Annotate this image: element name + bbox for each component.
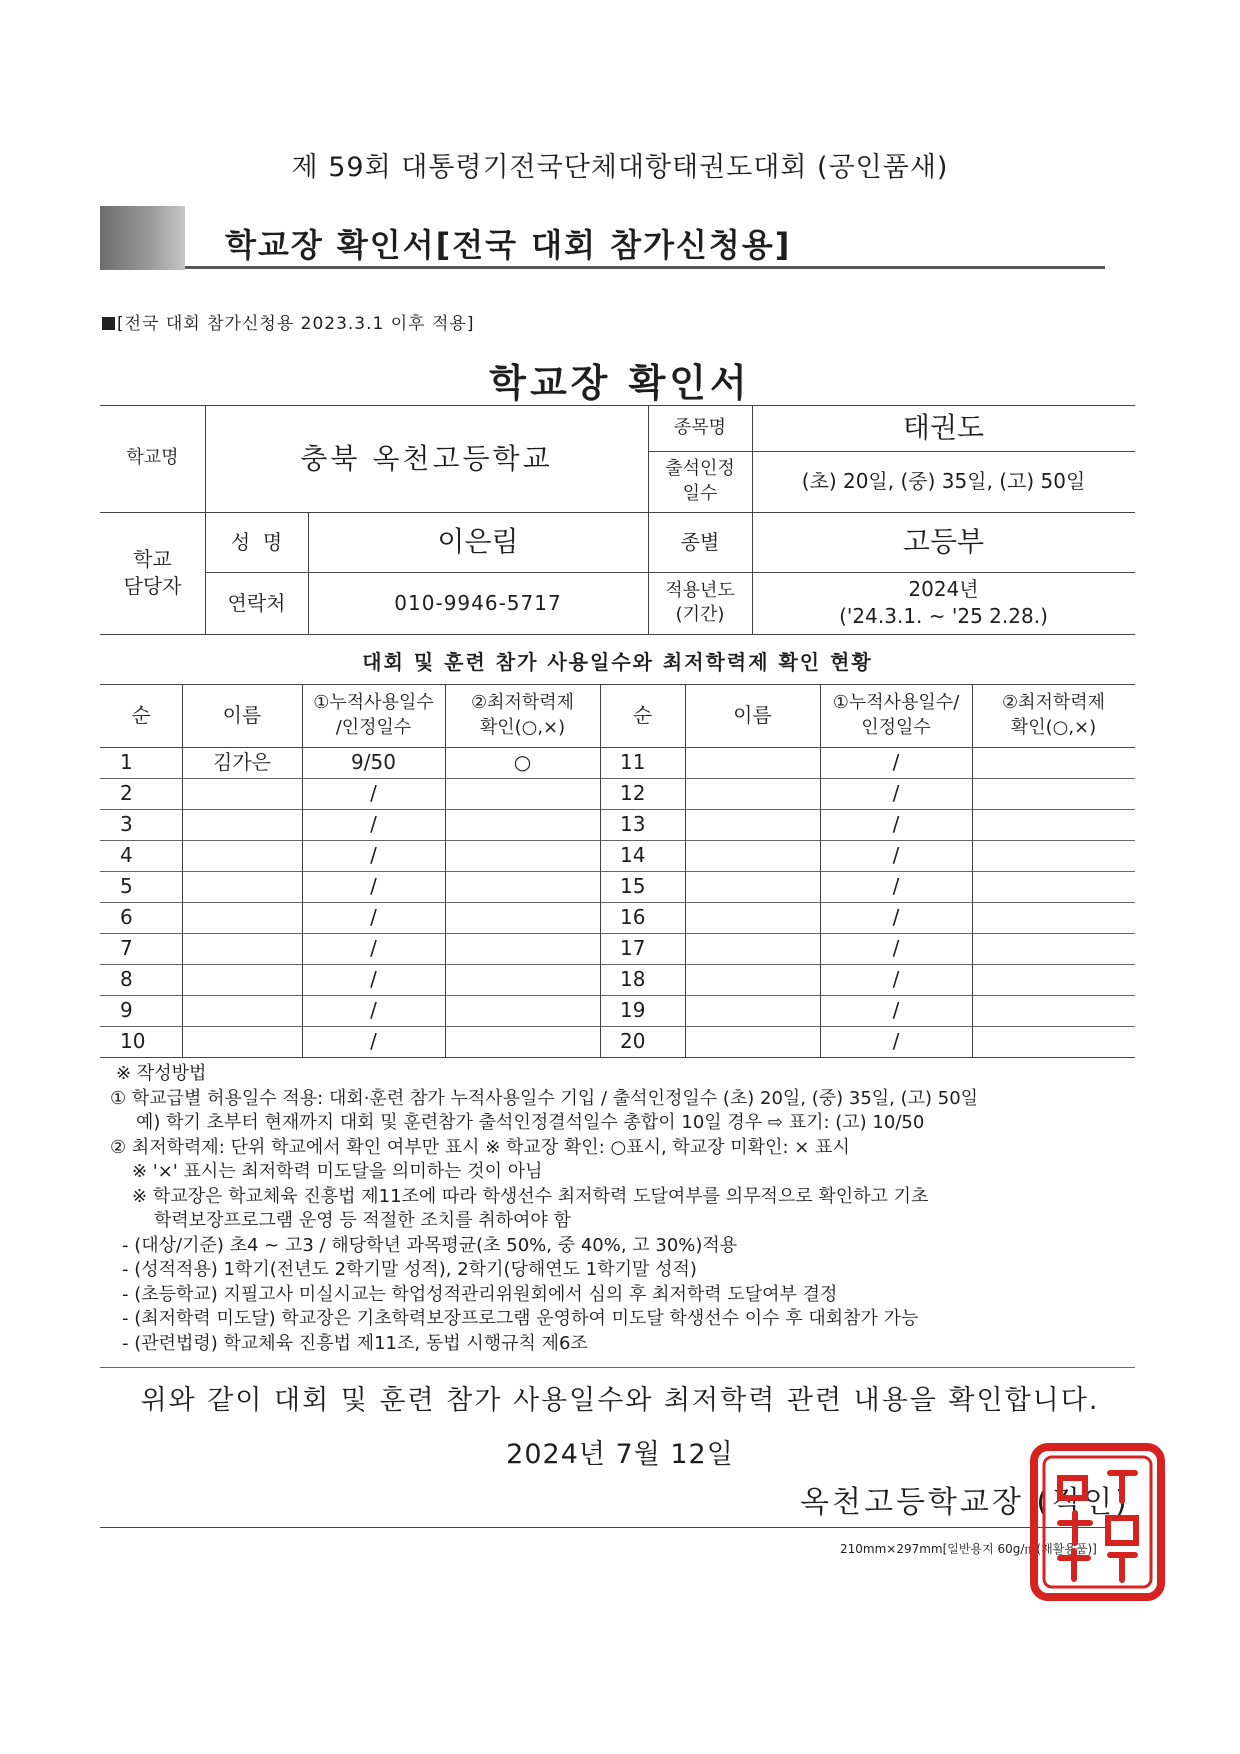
header-no: 순 xyxy=(131,703,151,727)
table-cell-check2 xyxy=(972,1026,1135,1057)
note-line: - (성적적용) 1학기(전년도 2학기말 성적), 2학기(당해연도 1학기말 성적) xyxy=(122,1259,697,1280)
table-cell-no2: 12 xyxy=(620,781,646,805)
table-cell-days: / xyxy=(370,812,377,836)
table-cell-days2: / xyxy=(892,874,900,898)
note-line: ※ '×' 표시는 최저학력 미도달을 의미하는 것이 아님 xyxy=(132,1161,543,1182)
table-cell-days2: / xyxy=(892,812,900,836)
table-cell-name xyxy=(182,995,302,1026)
table-cell-no2: 20 xyxy=(620,1029,646,1053)
table-cell-no2: 16 xyxy=(620,905,646,929)
note-line: ② 최저학력제: 단위 학교에서 확인 여부만 표시 ※ 학교장 확인: ○표시, 학교장 미확인: × 표시 xyxy=(110,1136,850,1158)
table-cell-name2 xyxy=(685,809,820,840)
table-cell-check xyxy=(445,809,600,840)
table-cell-check xyxy=(445,871,600,902)
table-cell-days: / xyxy=(370,874,377,898)
table-cell-check xyxy=(445,778,600,809)
table-cell-name2 xyxy=(685,995,820,1026)
table-cell-days: / xyxy=(370,1029,377,1053)
table-cell-no2: 13 xyxy=(620,812,646,836)
table-cell-no2: 15 xyxy=(620,874,646,898)
table-cell-check xyxy=(445,902,600,933)
period-value: ('24.3.1. ~ '25 2.28.) xyxy=(839,604,1048,628)
table-cell-name xyxy=(182,902,302,933)
table-cell-name2 xyxy=(685,1026,820,1057)
year-value: 2024년 xyxy=(908,577,979,601)
table-cell-no: 6 xyxy=(120,905,133,929)
table-cell-name xyxy=(182,809,302,840)
official-seal-icon xyxy=(1030,1443,1165,1601)
table-cell-days: / xyxy=(370,967,377,991)
table-cell-days2: / xyxy=(892,905,900,929)
table-cell-check xyxy=(445,840,600,871)
note-line: - (초등학교) 지필고사 미실시교는 학업성적관리위원회에서 심의 후 최저학력 도달여부 결정 xyxy=(122,1283,838,1305)
header-name-2: 이름 xyxy=(733,703,772,727)
table-cell-name xyxy=(182,778,302,809)
table-cell-no: 9 xyxy=(120,998,133,1022)
table-cell-no2: 17 xyxy=(620,936,646,960)
event-title: 제 59회 대통령기전국단체대항태권도대회 (공인품새) xyxy=(291,152,949,183)
table-cell-days2: / xyxy=(892,843,900,867)
table-cell-name xyxy=(182,1026,302,1057)
table-cell-days: / xyxy=(370,998,377,1022)
header-name: 이름 xyxy=(222,703,262,727)
table-cell-days2: / xyxy=(892,998,900,1022)
table-cell-check xyxy=(445,964,600,995)
apply-note-text: [전국 대회 참가신청용 2023.3.1 이후 적용] xyxy=(117,314,475,334)
contact-label: 연락처 xyxy=(227,590,286,615)
header-check-2: ②최저학력제 확인(○,×) xyxy=(1001,692,1106,738)
table-cell-days2: / xyxy=(892,750,900,774)
school-label: 학교명 xyxy=(126,447,179,469)
table-cell-no2: 19 xyxy=(620,998,646,1022)
table-cell-check2 xyxy=(972,933,1135,964)
table-cell-no: 3 xyxy=(120,812,133,836)
manager-name: 이은림 xyxy=(437,525,519,559)
table-cell-days2: / xyxy=(892,936,900,960)
notes-heading: ※ 작성방법 xyxy=(116,1063,207,1084)
name-label: 성 명 xyxy=(230,529,283,554)
table-cell-days: / xyxy=(370,905,377,929)
note-line: ※ 학교장은 학교체육 진흥법 제11조에 따라 학생선수 최저학력 도달여부를 의무적으로 확인하고 기초 xyxy=(132,1185,929,1207)
table-cell-name xyxy=(182,871,302,902)
header-no-2: 순 xyxy=(632,703,653,727)
note-line: - (최저학력 미도달) 학교장은 기초학력보장프로그램 운영하여 미도달 학생선수 이수 후 대회참가 가능 xyxy=(122,1308,919,1329)
table-cell-name2 xyxy=(685,840,820,871)
note-line: 학력보장프로그램 운영 등 적절한 조치를 취하여야 함 xyxy=(154,1210,571,1231)
table-cell-days2: / xyxy=(892,967,900,991)
note-line: 예) 학기 초부터 현재까지 대회 및 훈련참가 출석인정결석일수 총합이 10일 경우 ⇨ 표기: (고) 10/50 xyxy=(136,1112,925,1133)
table-cell-name2 xyxy=(685,964,820,995)
table-cell-days2: / xyxy=(892,781,900,805)
table-cell-no: 8 xyxy=(120,967,133,991)
table-cell-days: 9/50 xyxy=(351,750,396,774)
sport-label: 종목명 xyxy=(673,416,727,438)
note-line: - (대상/기준) 초4 ~ 고3 / 해당학년 과목평균(초 50%, 중 40%, 고 30%)적용 xyxy=(122,1234,738,1256)
table-cell-name2 xyxy=(685,933,820,964)
table-cell-check2 xyxy=(972,995,1135,1026)
header-days-2: ①누적사용일수/ 인정일수 xyxy=(832,692,960,738)
table-cell-check xyxy=(445,933,600,964)
table-cell-no2: 18 xyxy=(620,967,646,991)
attendance-label: 출석인정 일수 xyxy=(665,458,735,504)
paper-spec: 210mm×297mm[일반용지 60g/㎡(재활용품)] xyxy=(840,1542,1097,1556)
year-label: 적용년도 (기간) xyxy=(665,579,735,625)
table-cell-no: 4 xyxy=(120,843,133,867)
table-cell-name2 xyxy=(685,871,820,902)
table-cell-check xyxy=(445,995,600,1026)
table-cell-check2 xyxy=(972,902,1135,933)
table-cell-no: 7 xyxy=(120,936,133,960)
issue-date: 2024년 7월 12일 xyxy=(506,1439,734,1470)
confirm-statement: 위와 같이 대회 및 훈련 참가 사용일수와 최저학력 관련 내용을 확인합니다. xyxy=(140,1385,1100,1416)
table-cell-no2: 11 xyxy=(620,750,646,774)
table-cell-days: / xyxy=(370,936,377,960)
division-label: 종별 xyxy=(680,529,720,554)
table-cell-check2 xyxy=(972,809,1135,840)
table-cell-days: / xyxy=(370,843,377,867)
document-title: 학교장 확인서 xyxy=(489,361,751,405)
table-cell-days2: / xyxy=(892,1029,900,1053)
manager-label: 학교 담당자 xyxy=(123,547,182,598)
sport-value: 태권도 xyxy=(902,411,985,445)
table-cell-check xyxy=(445,1026,600,1057)
table-caption: 대회 및 훈련 참가 사용일수와 최저학력제 확인 현황 xyxy=(362,649,873,674)
writing-notes xyxy=(110,1062,978,1356)
footer-rule xyxy=(100,1527,1105,1528)
header-days: ①누적사용일수 /인정일수 xyxy=(313,692,434,738)
table-cell-check2 xyxy=(972,778,1135,809)
table-cell-check2 xyxy=(972,871,1135,902)
principal-signature: 옥천고등학교장 (직인) xyxy=(800,1485,1130,1520)
table-cell-days: / xyxy=(370,781,377,805)
table-cell-check: ○ xyxy=(513,750,532,774)
header-check: ②최저학력제 확인(○,×) xyxy=(470,692,575,738)
contact-value: 010-9946-5717 xyxy=(394,590,562,615)
table-cell-check2 xyxy=(972,747,1135,778)
division-value: 고등부 xyxy=(902,525,985,559)
table-cell-no: 10 xyxy=(120,1029,146,1053)
note-line: - (관련법령) 학교체육 진흥법 제11조, 동법 시행규칙 제6조 xyxy=(122,1332,588,1354)
note-line: ① 학교급별 허용일수 적용: 대회·훈련 참가 누적사용일수 기입 / 출석인정일수 (초) 20일, (중) 35일, (고) 50일 xyxy=(110,1087,979,1109)
table-cell-name2 xyxy=(685,902,820,933)
table-cell-no: 2 xyxy=(120,781,133,805)
table-cell-check2 xyxy=(972,840,1135,871)
table-cell-check2 xyxy=(972,964,1135,995)
table-cell-name xyxy=(182,933,302,964)
table-cell-name2 xyxy=(685,747,820,778)
school-name: 충북 옥천고등학교 xyxy=(300,441,553,475)
table-cell-name xyxy=(182,964,302,995)
banner-title: 학교장 확인서[전국 대회 참가신청용] xyxy=(225,226,792,264)
attendance-days: (초) 20일, (중) 35일, (고) 50일 xyxy=(801,469,1086,493)
table-cell-name: 김가은 xyxy=(213,750,271,774)
notes-bottom-rule xyxy=(100,1367,1135,1368)
table-cell-name xyxy=(182,840,302,871)
table-cell-no: 1 xyxy=(120,750,133,774)
table-cell-name2 xyxy=(685,778,820,809)
table-cell-no2: 14 xyxy=(620,843,646,867)
table-cell-no: 5 xyxy=(120,874,133,898)
